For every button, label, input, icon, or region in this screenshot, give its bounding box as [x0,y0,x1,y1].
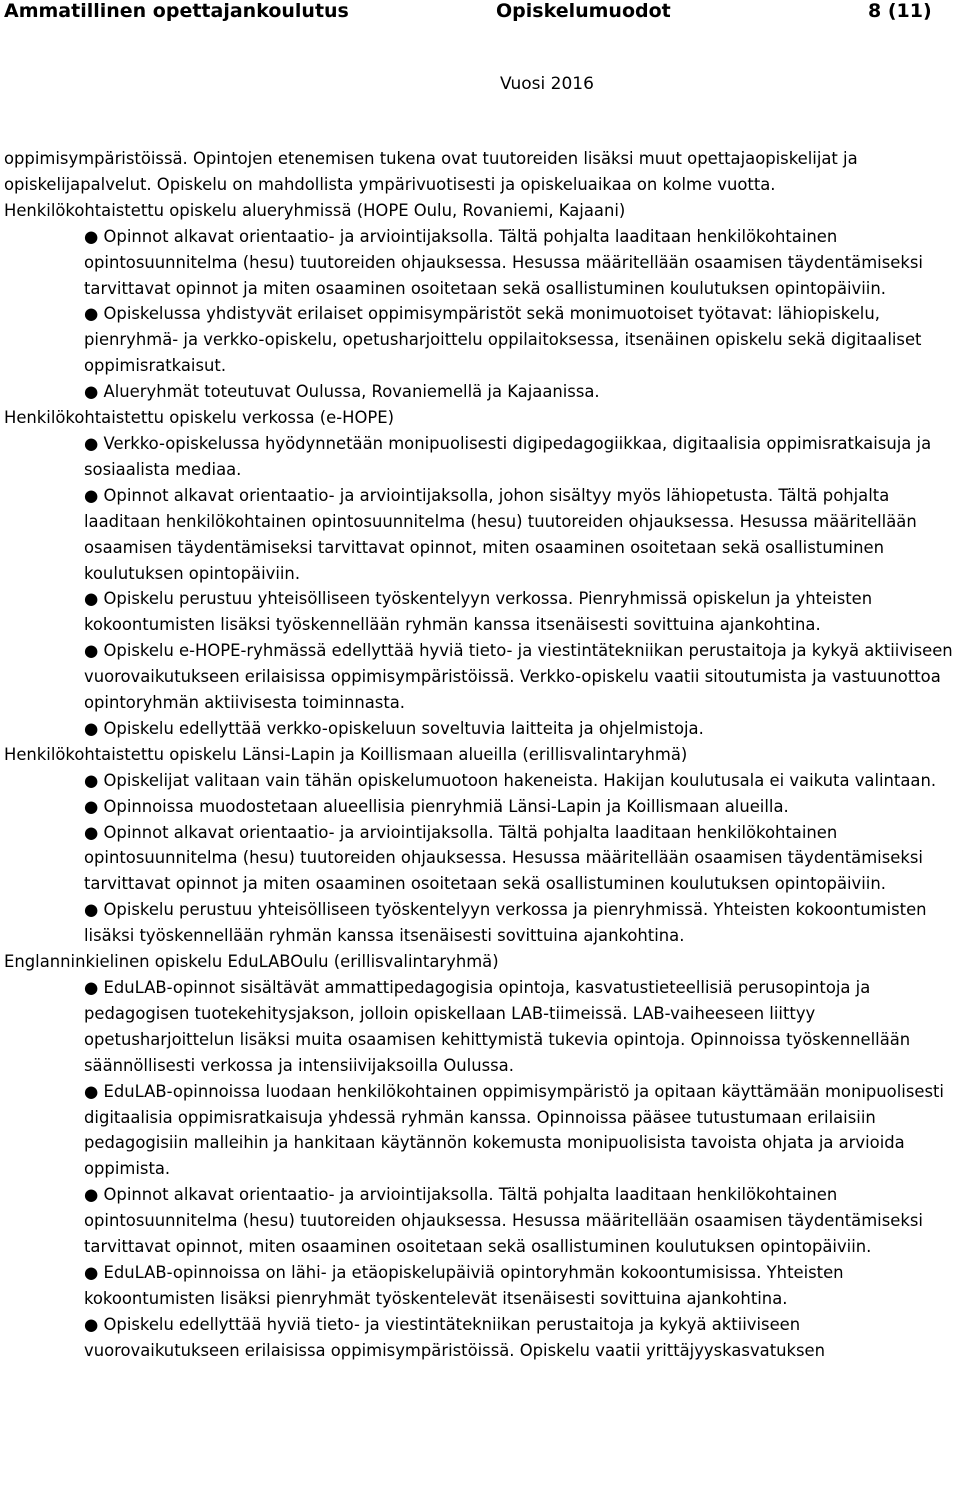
list-item: ● Opinnot alkavat orientaatio- ja arviointijaksolla. Tältä pohjalta laaditaan henkilökohtainen opintosuunnitelma (hesu) tuutoreiden ohjauksessa. Hesussa määritellään osaamisen täydentämiseksi tarvittavat opinnot ja miten osaaminen osoitetaan sekä osallistuminen koulutuksen opintopäiviin. [84,226,923,298]
section-heading: Englanninkielinen opiskelu EduLABOulu (erillisvalintaryhmä) [4,952,499,972]
list-item: ● Opiskelu perustuu yhteisölliseen työskentelyyn verkossa ja pienryhmissä. Yhteisten kokoontumisten lisäksi työskennellään ryhmän kanssa itsenäisesti sovittuina ajankohtina. [84,900,927,946]
header-title: Opiskelumuodot [496,0,671,22]
list-item: ● Opinnoissa muodostetaan alueellisia pienryhmiä Länsi-Lapin ja Koillismaan alueilla. [84,796,789,816]
list-item: ● Opinnot alkavat orientaatio- ja arviointijaksolla. Tältä pohjalta laaditaan henkilökohtainen opintosuunnitelma (hesu) tuutoreiden ohjauksessa. Hesussa määritellään osaamisen täydentämiseksi tarvittavat opinnot, miten osaaminen osoitetaan sekä osallistuminen koulutuksen opintopäiviin. [84,1185,923,1257]
section-heading: Henkilökohtaistettu opiskelu alueryhmissä (HOPE Oulu, Rovaniemi, Kajaani) [4,200,626,220]
list-item: ● Opiskelu edellyttää hyviä tieto- ja viestintätekniikan perustaitoja ja kykyä aktiiviseen vuorovaikutukseen erilaisissa oppimisympäristöissä. Opiskelu vaatii yrittäjyyskasvatuksen [84,1314,826,1360]
list-item: ● Opinnot alkavat orientaatio- ja arviointijaksolla. Tältä pohjalta laaditaan henkilökohtainen opintosuunnitelma (hesu) tuutoreiden ohjauksessa. Hesussa määritellään osaamisen täydentämiseksi tarvittavat opinnot ja miten osaaminen osoitetaan sekä osallistuminen koulutuksen opintopäiviin. [84,822,923,894]
list-item: ● Opiskelijat valitaan vain tähän opiskelumuotoon hakeneista. Hakijan koulutusala ei vaikuta valintaan. [84,770,937,790]
list-item: ● EduLAB-opinnoissa luodaan henkilökohtainen oppimisympäristö ja opitaan käyttämään monipuolisesti digitaalisia oppimisratkaisuja yhdessä ryhmän kanssa. Opinnoissa pääsee tutustumaan erilaisiin pedagogisiin malleihin ja hankitaan käytännön kokemusta monipuolisista tavoista ohjata ja arvioida oppimista. [84,1081,944,1179]
section-heading: Henkilökohtaistettu opiskelu verkossa (e-HOPE) [4,408,394,428]
section-edulab-oulu [4,949,956,1364]
section-heading: Henkilökohtaistettu opiskelu Länsi-Lapin ja Koillismaan alueilla (erillisvalintaryhmä) [4,744,688,764]
list-item: ● EduLAB-opinnoissa on lähi- ja etäopiskelupäiviä opintoryhmän kokoontumisissa. Yhteisten kokoontumisten lisäksi pienryhmät työskentelevät itsenäisesti sovittuina ajankohtina. [84,1262,844,1308]
section-hope-regional [4,198,956,405]
header-organization: Ammatillinen opettajankoulutus [4,0,349,22]
intro-paragraph: oppimisympäristöissä. Opintojen etenemisen tukena ovat tuutoreiden lisäksi muut opettajaopiskelijat ja opiskelijapalvelut. Opiskelu on mahdollista ympärivuotisesti ja opiskeluaikaa on kolme vuotta. [4,149,858,194]
list-item: ● Opiskelu e-HOPE-ryhmässä edellyttää hyviä tieto- ja viestintätekniikan perustaitoja ja kykyä aktiiviseen vuorovaikutukseen erilaisissa oppimisympäristöissä. Verkko-opiskelu vaatii sitoutumista ja vastuunottoa opintoryhmän aktiivisesta toiminnasta. [84,641,953,713]
section-lansi-lappi-koillismaa [4,742,956,949]
document-body [4,146,956,1364]
list-item: ● Alueryhmät toteutuvat Oulussa, Rovaniemellä ja Kajaanissa. [84,382,600,402]
list-item: ● Opiskelu edellyttää verkko-opiskeluun soveltuvia laitteita ja ohjelmistoja. [84,718,704,738]
list-item: ● EduLAB-opinnot sisältävät ammattipedagogisia opintoja, kasvatustieteellisiä perusopintoja ja pedagogisen tuotekehitysjakson, jolloin opiskellaan LAB-tiimeissä. LAB-vaiheeseen liittyy opetusharjoittelun lisäksi muita osaamisen kehittymistä tukevia opintoja. Opinnoissa työskennellään säännöllisesti verkossa ja intensiivijaksoilla Oulussa. [84,978,911,1075]
section-e-hope [4,405,956,742]
list-item: ● Opiskelu perustuu yhteisölliseen työskentelyyn verkossa. Pienryhmissä opiskelun ja yhteisten kokoontumisten lisäksi työskennellään ryhmän kanssa itsenäisesti sovittuina ajankohtina. [84,589,873,635]
header-page-number: 8 (11) [868,0,932,22]
list-item: ● Opiskelussa yhdistyvät erilaiset oppimisympäristöt sekä monimuotoiset työtavat: lähiopiskelu, pienryhmä- ja verkko-opiskelu, opetusharjoittelu oppilaitoksessa, itsenäinen opiskelu sekä digitaaliset oppimisratkaisut. [84,304,922,376]
list-item: ● Opinnot alkavat orientaatio- ja arviointijaksolla, johon sisältyy myös lähiopetusta. Tältä pohjalta laaditaan henkilökohtainen opintosuunnitelma (hesu) tuutoreiden ohjauksessa. Hesussa määritellään osaamisen täydentämiseksi tarvittavat opinnot, miten osaaminen osoitetaan sekä osallistuminen koulutuksen opintopäiviin. [84,485,917,583]
header-year: Vuosi 2016 [500,74,594,94]
list-item: ● Verkko-opiskelussa hyödynnetään monipuolisesti digipedagogiikkaa, digitaalisia oppimisratkaisuja ja sosiaalista mediaa. [84,433,932,479]
